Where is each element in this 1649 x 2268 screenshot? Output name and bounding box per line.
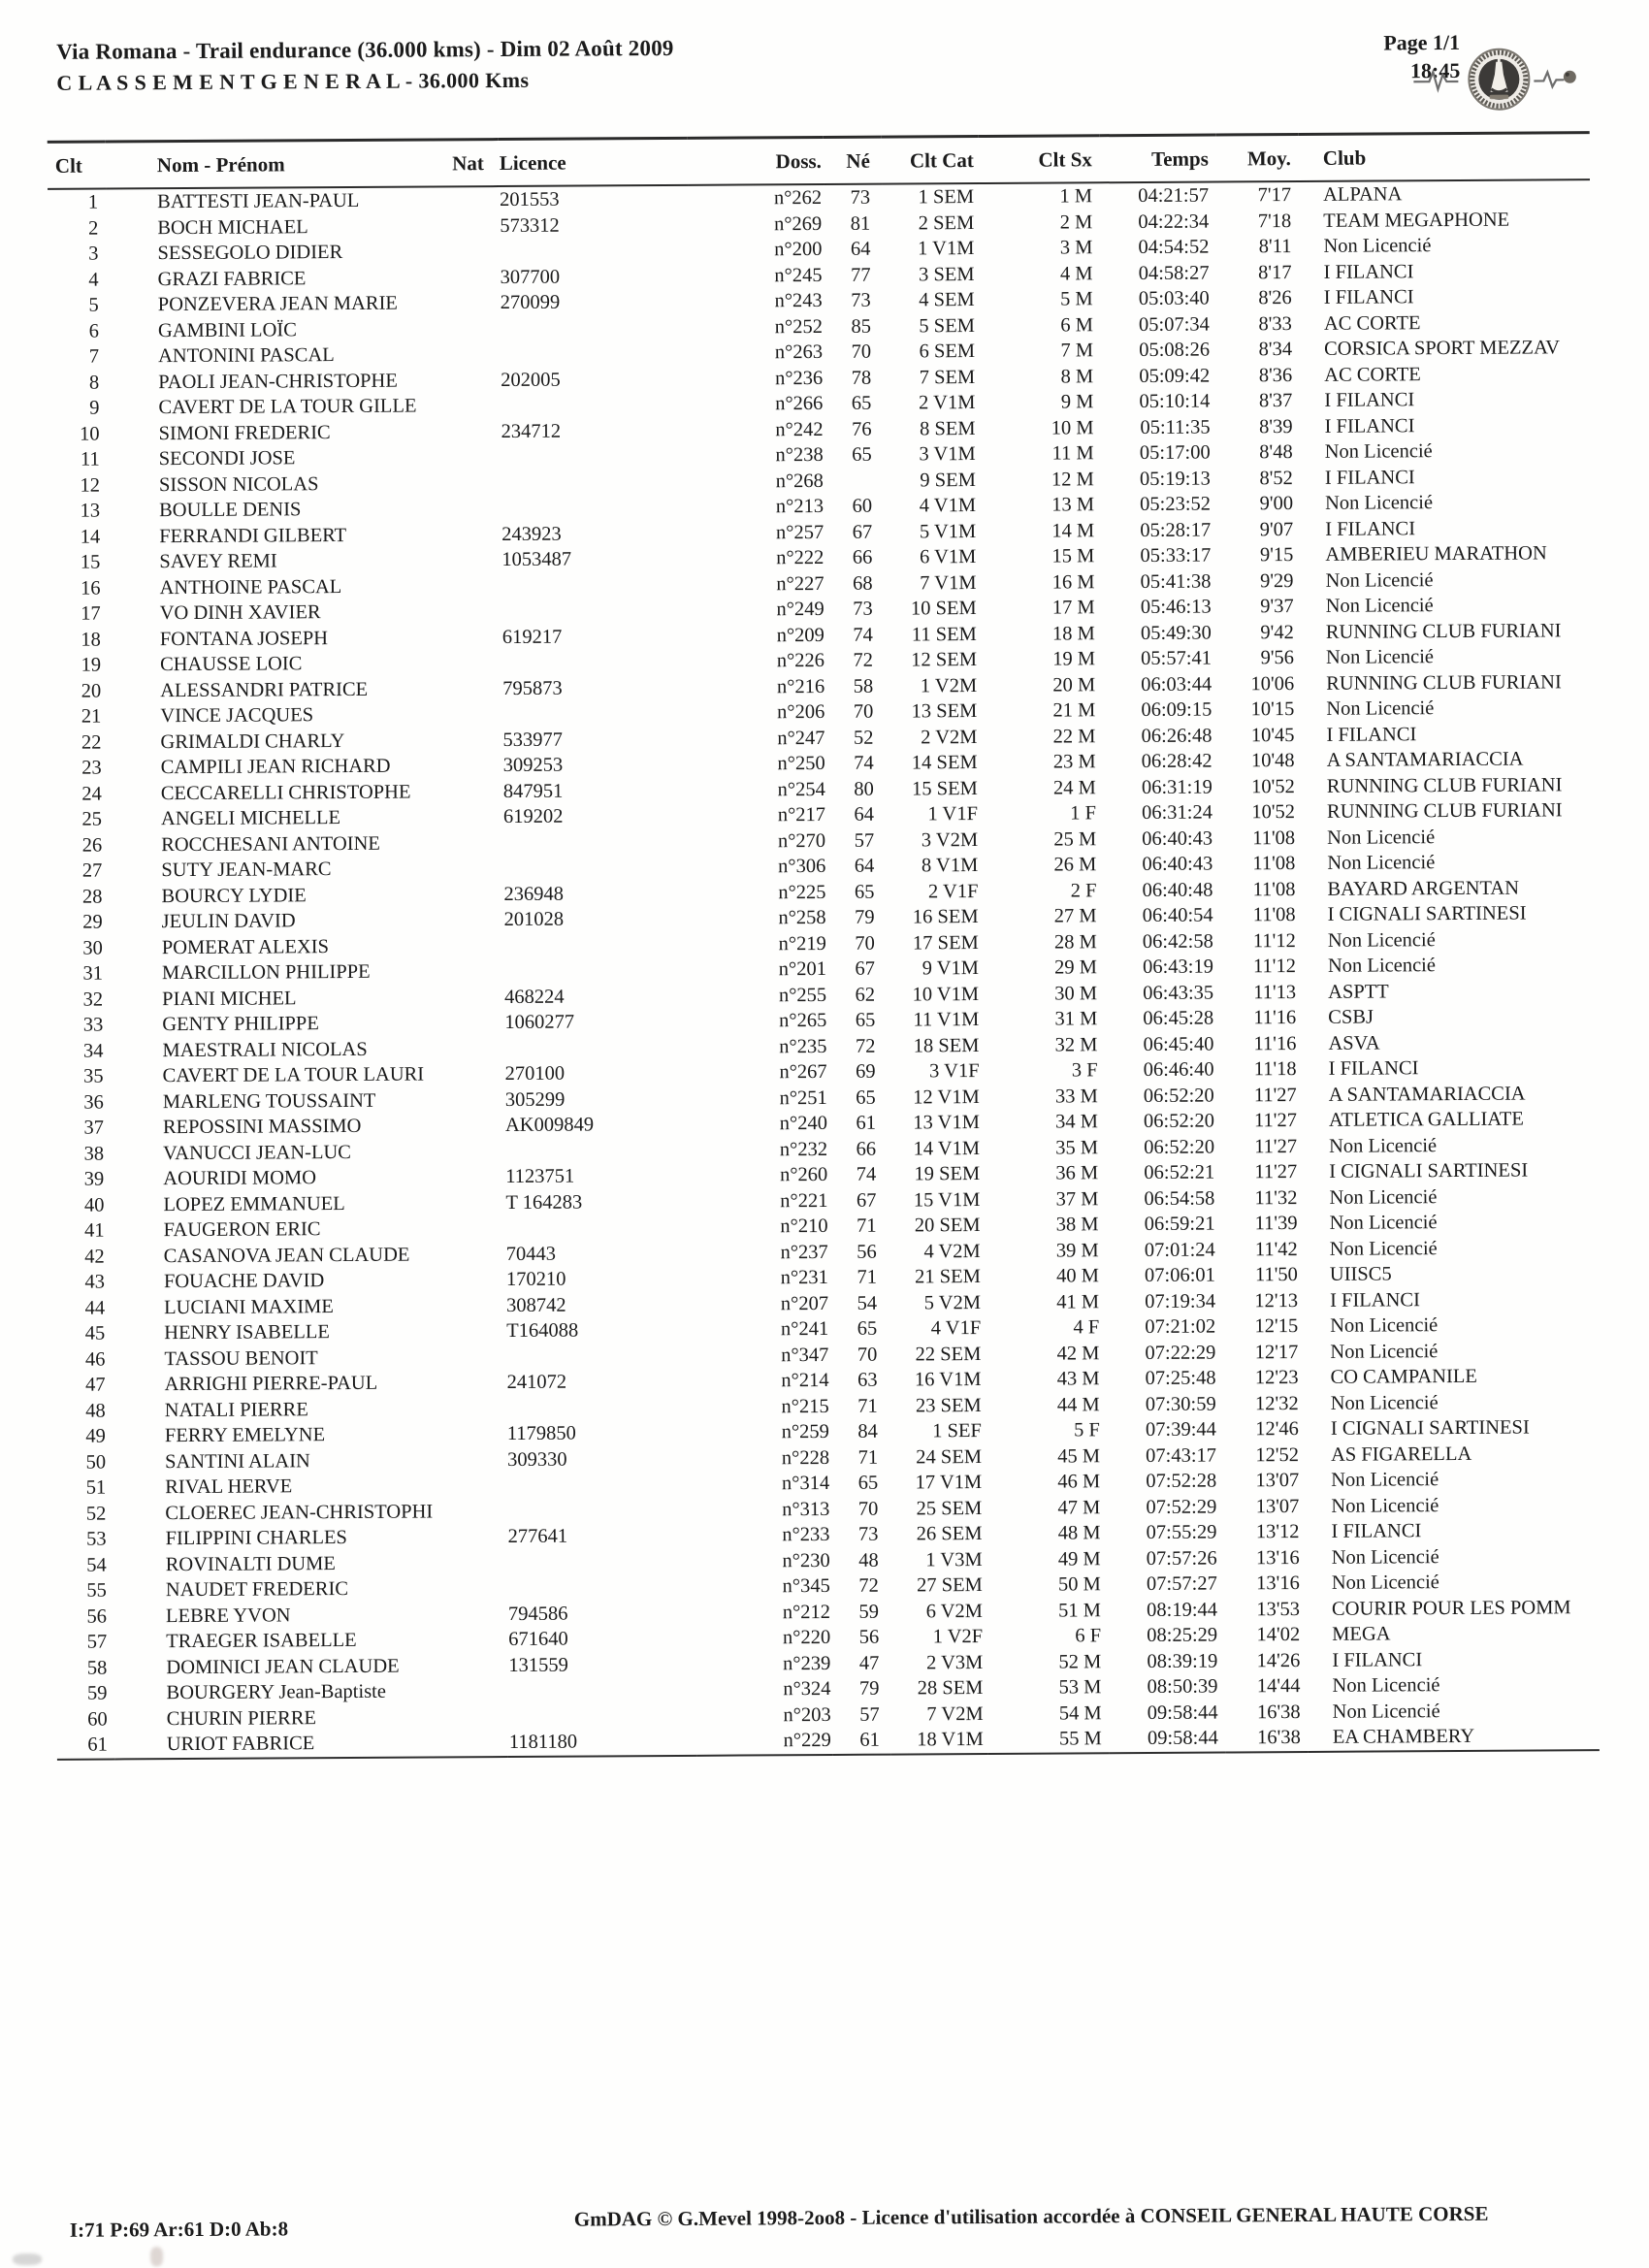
table-row: 48 NATALI PIERRE n°215 71 23 SEM 44 M 07:30:59 12'32 Non Licencié	[85, 1391, 1439, 1422]
table-row: 47 ARRIGHI PIERRE-PAUL 241072 n°214 63 16 V1M 43 M 07:25:48 12'23 CO CAMPANILE	[84, 1365, 1477, 1396]
table-row: 21 VINCE JACQUES n°206 70 13 SEM 21 M 06:09:15 10'15 Non Licencié	[81, 697, 1435, 728]
table-row: 40 LOPEZ EMMANUEL T 164283 n°221 67 15 V1M 37 M 06:54:58 11'32 Non Licencié	[83, 1185, 1438, 1216]
table-row: 44 LUCIANI MAXIME 308742 n°207 54 5 V2M 41 M 07:19:34 12'13 I FILANCI	[84, 1288, 1420, 1319]
col-clt-cat: Clt Cat	[882, 137, 979, 184]
table-row: 46 TASSOU BENOIT n°347 70 22 SEM 42 M 07:22:29 12'17 Non Licencié	[84, 1340, 1439, 1371]
footer-stats: I:71 P:69 Ar:61 D:0 Ab:8	[69, 2217, 289, 2242]
table-row: 6 GAMBINI LOÏC n°252 85 5 SEM 6 M 05:07:34 8'33 AC CORTE	[88, 311, 1421, 342]
col-licence: Licence	[499, 138, 688, 186]
page-number: Page 1/1	[1383, 29, 1461, 55]
print-time: 18:45	[1409, 57, 1461, 83]
table-row: 45 HENRY ISABELLE T164088 n°241 65 4 V1F 4 F 07:21:02 12'15 Non Licencié	[84, 1314, 1439, 1345]
table-row: 12 SISSON NICOLAS n°268 9 SEM 12 M 05:19:13 8'52 I FILANCI	[80, 466, 1415, 497]
table-row: 42 CASANOVA JEAN CLAUDE 70443 n°237 56 4 V2M 39 M 07:01:24 11'42 Non Licencié	[84, 1237, 1438, 1268]
table-row: 61 URIOT FABRICE 1181180 n°229 61 18 V1M 55 M 09:58:44 16'38 EA CHAMBERY	[87, 1725, 1475, 1756]
scan-artifact	[13, 2253, 42, 2265]
col-dossard: Doss.	[688, 137, 824, 184]
table-row: 41 FAUGERON ERIC n°210 71 20 SEM 38 M 06:59:21 11'39 Non Licencié	[84, 1212, 1438, 1242]
table-row: 13 BOULLE DENIS n°213 60 4 V1M 13 M 05:23:52 9'00 Non Licencié	[80, 492, 1434, 522]
table-row: 60 CHURIN PIERRE n°203 57 7 V2M 54 M 09:58:44 16'38 Non Licencié	[87, 1700, 1440, 1731]
classement-subtitle: C L A S S E M E N T G E N E R A L - 36.000 Kms	[56, 67, 530, 95]
scan-artifact	[150, 2247, 163, 2266]
results-table	[48, 131, 1600, 1760]
table-row: 24 CECCARELLI CHRISTOPHE 847951 n°254 80 15 SEM 24 M 06:31:19 10'52 RUNNING CLUB FURIANI	[81, 773, 1563, 805]
table-row: 4 GRAZI FABRICE 307700 n°245 77 3 SEM 4 M 04:58:27 8'17 I FILANCI	[88, 260, 1414, 291]
table-row: 31 MARCILLON PHILIPPE n°201 67 9 V1M 29 M 06:43:19 11'12 Non Licencié	[82, 955, 1437, 985]
table-row: 14 FERRANDI GILBERT 243923 n°257 67 5 V1M 14 M 05:28:17 9'07 I FILANCI	[80, 517, 1416, 548]
table-row: 35 CAVERT DE LA TOUR LAURI 270100 n°267 69 3 V1F 3 F 06:46:40 11'18 I FILANCI	[83, 1057, 1419, 1087]
table-row: 22 GRIMALDI CHARLY 533977 n°247 52 2 V2M 22 M 06:26:48 10'45 I FILANCI	[81, 723, 1417, 754]
col-clt: Clt	[48, 142, 106, 189]
table-row: 8 PAOLI JEAN-CHRISTOPHE 202005 n°236 78 7 SEM 8 M 05:09:42 8'36 AC CORTE	[88, 363, 1421, 394]
table-row: 9 CAVERT DE LA TOUR GILLE n°266 65 2 V1M 9 M 05:10:14 8'37 I FILANCI	[89, 389, 1415, 419]
table-row: 11 SECONDI JOSE n°238 65 3 V1M 11 M 05:17:00 8'48 Non Licencié	[80, 440, 1433, 470]
table-row: 18 FONTANA JOSEPH 619217 n°209 74 11 SEM 18 M 05:49:30 9'42 RUNNING CLUB FURIANI	[81, 619, 1562, 651]
race-title: Via Romana - Trail endurance (36.000 kms) - Dim 02 Août 2009	[56, 35, 674, 64]
table-row: 58 DOMINICI JEAN CLAUDE 131559 n°239 47 2 V3M 52 M 08:39:19 14'26 I FILANCI	[86, 1648, 1423, 1679]
table-row: 57 TRAEGER ISABELLE 671640 n°220 56 1 V2F 6 F 08:25:29 14'02 MEGA	[86, 1623, 1391, 1653]
table-row: 39 AOURIDI MOMO 1123751 n°260 74 19 SEM 36 M 06:52:21 11'27 I CIGNALI SARTINESI	[83, 1159, 1529, 1190]
table-row: 26 ROCCHESANI ANTOINE n°270 57 3 V2M 25 M 06:40:43 11'08 Non Licencié	[81, 826, 1436, 857]
table-row: 33 GENTY PHILIPPE 1060277 n°265 65 11 V1M 31 M 06:45:28 11'16 CSBJ	[82, 1006, 1374, 1036]
col-nat: Nat	[452, 150, 484, 175]
table-row: 53 FILIPPINI CHARLES 277641 n°233 73 26 SEM 48 M 07:55:29 13'12 I FILANCI	[85, 1520, 1422, 1550]
table-row: 30 POMERAT ALEXIS n°219 70 17 SEM 28 M 06:42:58 11'12 Non Licencié	[82, 928, 1436, 959]
table-row: 34 MAESTRALI NICOLAS n°235 72 18 SEM 32 M 06:45:40 11'16 ASVA	[82, 1032, 1380, 1062]
table-row: 17 VO DINH XAVIER n°249 73 10 SEM 17 M 05:46:13 9'37 Non Licencié	[81, 595, 1434, 625]
table-row: 10 SIMONI FREDERIC 234712 n°242 76 8 SEM 10 M 05:11:35 8'39 I FILANCI	[80, 414, 1415, 445]
table-row: 50 SANTINI ALAIN 309330 n°228 71 24 SEM 45 M 07:43:17 12'52 AS FIGARELLA	[85, 1442, 1472, 1474]
table-row: 54 ROVINALTI DUME n°230 48 1 V3M 49 M 07:57:26 13'16 Non Licencié	[86, 1545, 1439, 1576]
col-ne: Né	[824, 137, 882, 184]
table-row: 29 JEULIN DAVID 201028 n°258 79 16 SEM 27 M 06:40:54 11'08 I CIGNALI SARTINESI	[82, 902, 1527, 933]
col-clt-sx: Clt Sx	[979, 136, 1100, 183]
table-row: 25 ANGELI MICHELLE 619202 n°217 64 1 V1F 1 F 06:31:24 10'52 RUNNING CLUB FURIANI	[81, 799, 1563, 830]
table-row: 49 FERRY EMELYNE 1179850 n°259 84 1 SEF 5 F 07:39:44 12'46 I CIGNALI SARTINESI	[85, 1416, 1530, 1447]
table-row: 19 CHAUSSE LOIC n°226 72 12 SEM 19 M 05:57:41 9'56 Non Licencié	[81, 646, 1435, 676]
table-row: 56 LEBRE YVON 794586 n°212 59 6 V2M 51 M 08:19:44 13'53 COURIR POUR LES POMM	[86, 1596, 1571, 1628]
table-row: 23 CAMPILI JEAN RICHARD 309253 n°250 74 14 SEM 23 M 06:28:42 10'48 A SANTAMARIACCIA	[81, 748, 1524, 779]
table-row: 59 BOURGERY Jean-Baptiste n°324 79 28 SEM 53 M 08:50:39 14'44 Non Licencié	[86, 1674, 1440, 1704]
race-stamp-logo-icon	[1411, 38, 1583, 120]
table-row: 36 MARLENG TOUSSAINT 305299 n°251 65 12 V1M 33 M 06:52:20 11'27 A SANTAMARIACCIA	[83, 1083, 1526, 1114]
table-row: 5 PONZEVERA JEAN MARIE 270099 n°243 73 4 SEM 5 M 05:03:40 8'26 I FILANCI	[88, 286, 1414, 316]
col-name: Nom - Prénom Nat	[106, 140, 499, 189]
table-row: 3 SESSEGOLO DIDIER n°200 64 1 V1M 3 M 04:54:52 8'11 Non Licencié	[88, 235, 1432, 265]
footer-licence: GmDAG © G.Mevel 1998-2oo8 - Licence d'utilisation accordée à CONSEIL GENERAL HAUTE CORSE	[573, 2201, 1489, 2231]
table-row: 28 BOURCY LYDIE 236948 n°225 65 2 V1F 2 F 06:40:48 11'08 BAYARD ARGENTAN	[81, 877, 1520, 908]
table-row: 20 ALESSANDRI PATRICE 795873 n°216 58 1 V2M 20 M 06:03:44 10'06 RUNNING CLUB FURIANI	[81, 670, 1562, 702]
table-row: 52 CLOEREC JEAN-CHRISTOPHI n°313 70 25 SEM 47 M 07:52:29 13'07 Non Licencié	[85, 1494, 1439, 1525]
col-moy: Moy.	[1216, 134, 1299, 181]
table-row: 15 SAVEY REMI 1053487 n°222 66 6 V1M 15 M 05:33:17 9'15 AMBERIEU MARATHON	[80, 542, 1547, 573]
table-row: 7 ANTONINI PASCAL n°263 70 6 SEM 7 M 05:08:26 8'34 CORSICA SPORT MEZZAV	[88, 337, 1561, 368]
table-row: 16 ANTHOINE PASCAL n°227 68 7 V1M 16 M 05:41:38 9'29 Non Licencié	[80, 568, 1434, 599]
table-row: 55 NAUDET FREDERIC n°345 72 27 SEM 50 M 07:57:27 13'16 Non Licencié	[86, 1571, 1439, 1602]
table-row: 43 FOUACHE DAVID 170210 n°231 71 21 SEM 40 M 07:06:01 11'50 UIISC5	[84, 1263, 1392, 1293]
results-body	[48, 179, 1600, 1759]
table-row: 38 VANUCCI JEAN-LUC n°232 66 14 V1M 35 M 06:52:20 11'27 Non Licencié	[83, 1134, 1438, 1165]
col-temps: Temps	[1100, 135, 1216, 182]
table-row: 51 RIVAL HERVE n°314 65 17 V1M 46 M 07:52:28 13'07 Non Licencié	[85, 1469, 1439, 1499]
table-row: 27 SUTY JEAN-MARC n°306 64 8 V1M 26 M 06:40:43 11'08 Non Licencié	[81, 852, 1436, 882]
title-block	[56, 36, 674, 96]
table-row: 1 BATTESTI JEAN-PAUL 201553 n°262 73 1 SEM 1 M 04:21:57 7'17 ALPANA	[87, 183, 1403, 213]
col-club: Club	[1299, 133, 1590, 181]
table-row: 2 BOCH MICHAEL 573312 n°269 81 2 SEM 2 M 04:22:34 7'18 TEAM MEGAPHONE	[87, 209, 1510, 240]
table-row: 37 REPOSSINI MASSIMO AK009849 n°240 61 13 V1M 34 M 06:52:20 11'27 ATLETICA GALLIATE	[83, 1108, 1524, 1139]
table-row: 32 PIANI MICHEL 468224 n°255 62 10 V1M 30 M 06:43:35 11'13 ASPTT	[82, 980, 1389, 1011]
